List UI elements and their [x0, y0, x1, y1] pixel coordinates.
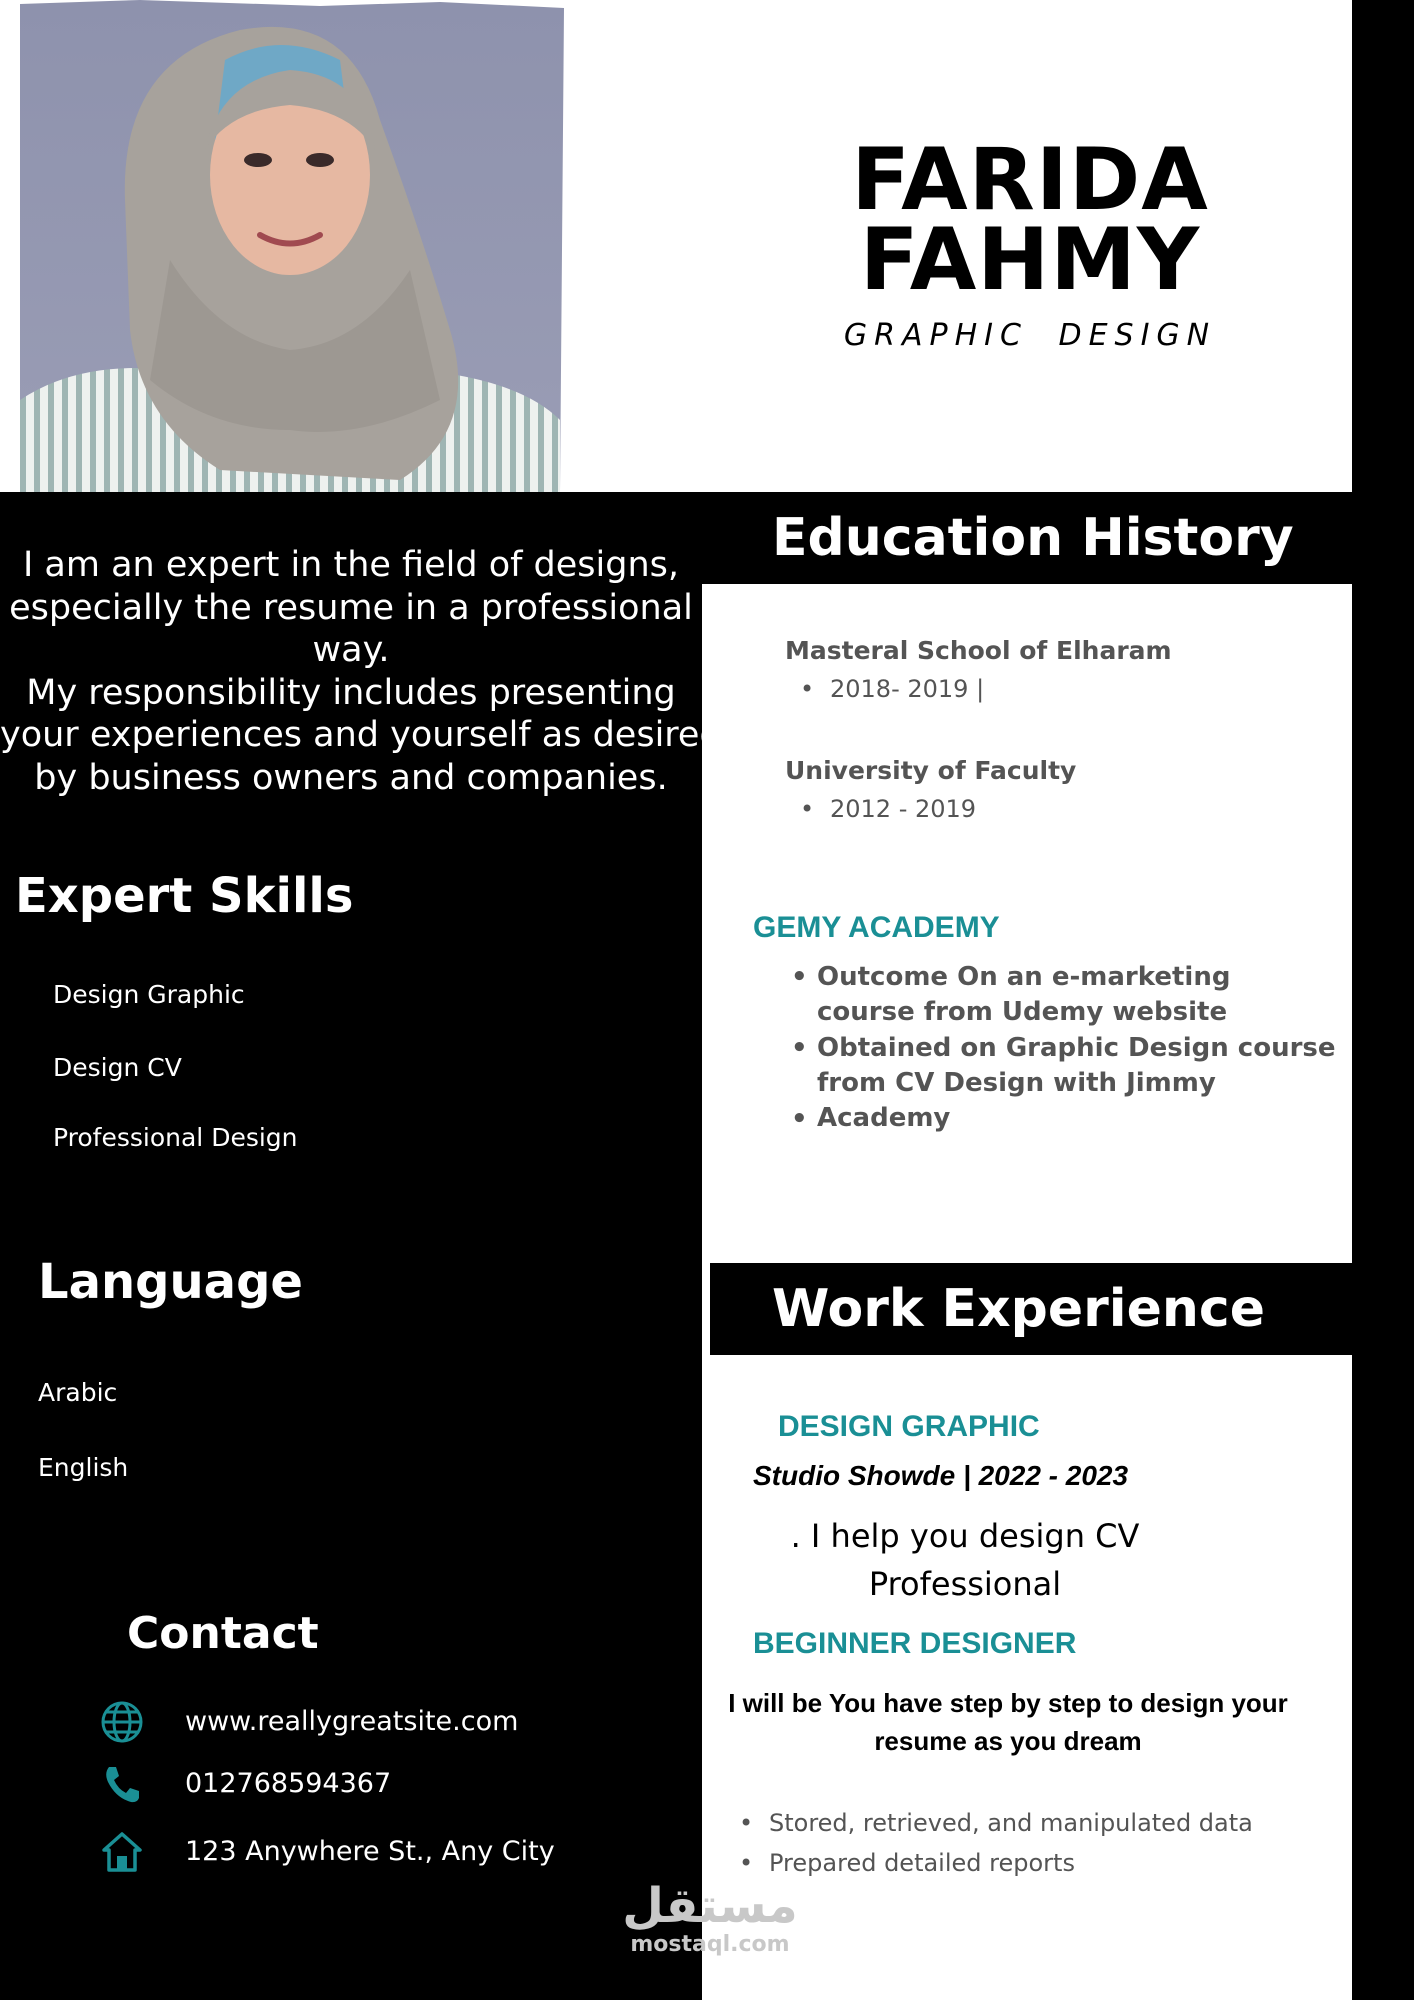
summary-line: My responsibility includes presenting	[26, 672, 676, 713]
globe-icon	[100, 1700, 144, 1744]
contact-address	[100, 1830, 680, 1874]
phone-text[interactable]: 012768594367	[185, 1768, 392, 1799]
language-item: Arabic	[38, 1378, 118, 1407]
job-title-beginner: BEGINNER DESIGNER	[753, 1627, 1077, 1660]
job-duty: • Prepared detailed reports	[769, 1848, 1075, 1878]
work-heading: Work Experience	[772, 1279, 1265, 1339]
job-description: I will be You have step by step to design your resume as you dream	[728, 1688, 1288, 1756]
job-title: GRAPHIC DESIGN	[843, 318, 1217, 353]
school-name: University of Faculty	[785, 756, 1077, 785]
course-item-empty	[817, 1102, 917, 1137]
edge-strip	[1352, 0, 1414, 2000]
watermark	[610, 1880, 810, 1958]
course-item: • Outcome On an e-marketing course from Udemy website	[817, 960, 1337, 1030]
contact-heading: Contact	[127, 1608, 319, 1659]
job-duty: • Stored, retrieved, and manipulated data	[769, 1808, 1253, 1838]
contact-website[interactable]	[100, 1700, 680, 1744]
job-title-design: DESIGN GRAPHIC	[778, 1410, 1040, 1443]
skill-item: Professional Design	[53, 1123, 298, 1152]
school-years: • 2012 - 2019	[830, 794, 976, 824]
contact-phone[interactable]	[100, 1762, 680, 1806]
watermark-latin: mostaql.com	[630, 1932, 790, 1957]
school-name: Masteral School of Elharam	[785, 636, 1172, 665]
phone-icon	[100, 1762, 144, 1806]
skill-item: Design CV	[53, 1053, 182, 1082]
skills-heading: Expert Skills	[15, 868, 354, 924]
school-years: • 2018- 2019 |	[830, 674, 984, 704]
first-name: FARIDA	[851, 130, 1209, 230]
home-icon	[100, 1830, 144, 1874]
summary-line: way.	[312, 630, 390, 670]
summary-line: by business owners and companies.	[34, 757, 668, 798]
language-heading: Language	[38, 1254, 303, 1310]
last-name: FAHMY	[859, 210, 1201, 310]
job-company-period: Studio Showde | 2022 - 2023	[753, 1460, 1129, 1491]
academy-heading: GEMY ACADEMY	[753, 911, 1000, 944]
summary-line: I am an expert in the field of designs,	[22, 545, 680, 585]
summary-line: especially the resume in a professional	[9, 587, 693, 628]
language-item: English	[38, 1453, 129, 1482]
skill-item: Design Graphic	[53, 980, 245, 1009]
work-header	[710, 1263, 1352, 1355]
education-heading: Education History	[772, 508, 1294, 568]
name-block	[800, 130, 1260, 353]
profile-photo	[20, 0, 564, 492]
education-header	[702, 492, 1352, 584]
course-item: • Obtained on Graphic Design course from CV Design with Jimmy Academy	[817, 1031, 1337, 1136]
summary	[0, 544, 722, 799]
address-text: 123 Anywhere St., Any City	[185, 1836, 555, 1867]
summary-line: your experiences and yourself as desired	[0, 715, 722, 755]
website-text[interactable]: www.reallygreatsite.com	[185, 1706, 519, 1737]
watermark-arabic: مستقل	[622, 1878, 798, 1934]
job-description: . I help you design CV Professional	[790, 1517, 1140, 1603]
